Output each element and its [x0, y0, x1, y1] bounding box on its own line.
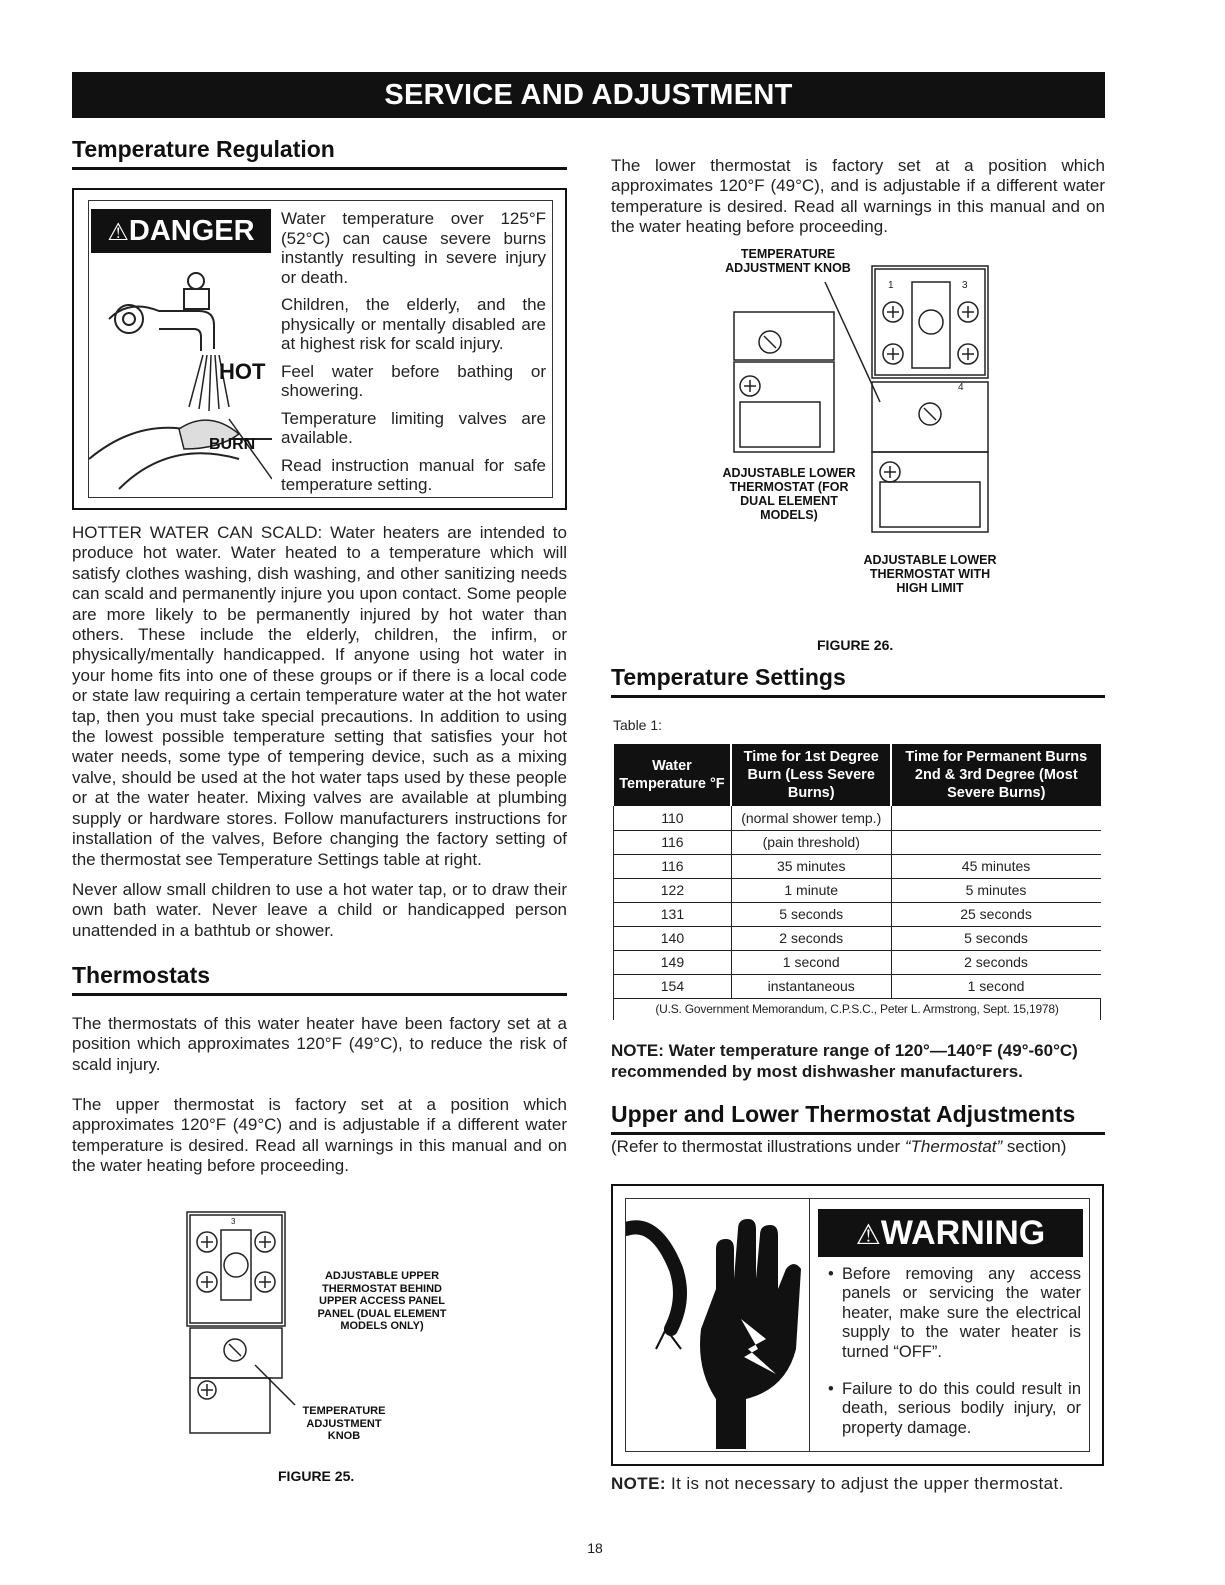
table-row: [614, 902, 1101, 926]
table-row: [614, 806, 1101, 830]
table-cell: 2 seconds: [891, 950, 1100, 974]
table-cell: 25 seconds: [891, 902, 1100, 926]
section-banner: SERVICE AND ADJUSTMENT: [72, 72, 1105, 118]
scald-paragraph-wrap: [72, 523, 567, 870]
children-paragraph: Never allow small children to use a hot water tap, or to draw their own bath water. Never leave a child or handicapped person unattended in a bathtub or shower.: [72, 880, 567, 940]
figure-25-caption: FIGURE 25.: [278, 1468, 355, 1484]
lower-paragraph: The lower thermostat is factory set at a position which approximates 120°F (49°C), and is adjustable if a different water temperature is desired. Read all warnings in this manual and on the water heating before proceeding.: [611, 156, 1105, 237]
scald-paragraph: HOTTER WATER CAN SCALD: Water heaters are intended to produce hot water. Water heated to a temperature which will satisfy clothes washing, dish washing, and other sanitizing needs can scald and permanently injure you upon contact. Some people are more likely to be permanently injured by hot water than others. These include the elderly, children, the infirm, or physically/mentally handicapped. If anyone using hot water in your home fits into one of these groups or if there is a local code or state law requiring a certain temperature water at the hot water tap, then you must take special precautions. In addition to using the lowest possible temperature setting that satisfies your hot water needs, some type of tempering device, such as a mixing valve, should be used at the hot water taps used by these people or at the water heater. Mixing valves are available at plumbing supply or hardware stores. Follow manufacturers instructions for installation of the valves, Before changing the factory setting of the thermostat see Temperature Settings table at right.: [72, 523, 567, 869]
table-source-row: [614, 998, 1101, 1020]
danger-triangle-icon: ⚠: [107, 219, 129, 246]
warning-inner: [625, 1198, 1090, 1452]
table-cell: 116: [614, 830, 732, 854]
thermostats-paragraph: The thermostats of this water heater have been factory set at a position which approximates 120°F (49°C), to reduce the risk of scald injury.: [72, 1014, 567, 1074]
danger-item: Feel water before bathing or showering.: [281, 361, 546, 400]
thermostats-heading: Thermostats: [72, 962, 567, 996]
table-cell: 45 minutes: [891, 854, 1100, 878]
warning-triangle-icon: ⚠: [855, 1219, 881, 1250]
temp-regulation-heading-wrap: [72, 136, 567, 170]
danger-item: Water temperature over 125°F (52°C) can cause severe burns instantly resulting in severe injury or death.: [281, 209, 546, 287]
adjust-heading-wrap: [611, 1101, 1105, 1135]
table-cell: 5 minutes: [891, 878, 1100, 902]
thermostats-paragraph-wrap: [72, 1014, 567, 1075]
page-number: 18: [587, 1540, 603, 1556]
table-cell: 131: [614, 902, 732, 926]
table-cell: 5 seconds: [891, 926, 1100, 950]
danger-item: Children, the elderly, and the physically or mentally disabled are at highest risk for scald injury.: [281, 295, 546, 353]
warning-label: ⚠WARNING: [818, 1209, 1083, 1257]
upper-paragraph-wrap: [72, 1095, 567, 1177]
upper-thermostat-note: NOTE: It is not necessary to adjust the upper thermostat.: [611, 1474, 1064, 1493]
table-row: [614, 854, 1101, 878]
fig26-lower-high-label: ADJUSTABLE LOWER THERMOSTAT WITH HIGH LIMIT: [863, 553, 997, 595]
table-label: Table 1:: [613, 717, 663, 733]
electric-shock-hand-icon: [626, 1199, 810, 1451]
svg-text:4: 4: [958, 382, 964, 393]
table-row: [614, 950, 1101, 974]
table-cell: instantaneous: [731, 974, 891, 998]
table-source: (U.S. Government Memorandum, C.P.S.C., Peter L. Armstrong, Sept. 15,1978): [614, 998, 1101, 1020]
table-cell: (pain threshold): [731, 830, 891, 854]
figure-26-caption: FIGURE 26.: [817, 637, 894, 653]
table-header: Water Temperature °F: [614, 744, 732, 806]
warning-item: • Failure to do this could result in death, serious bodily injury, or property damage.: [826, 1380, 1081, 1438]
temp-regulation-heading: Temperature Regulation: [72, 136, 567, 170]
table-cell: [891, 806, 1100, 830]
danger-label: ⚠DANGER: [91, 209, 271, 253]
fig25-knob-label: TEMPERATURE ADJUSTMENT KNOB: [302, 1405, 386, 1442]
dishwasher-note: NOTE: Water temperature range of 120°—140°F (49°-60°C) recommended by most dishwasher manufacturers.: [611, 1041, 1078, 1081]
danger-inner: [88, 200, 553, 498]
table-cell: 35 minutes: [731, 854, 891, 878]
table-cell: 1 second: [731, 950, 891, 974]
table-header: Time for Permanent Burns 2nd & 3rd Degree (Most Severe Burns): [891, 744, 1100, 806]
table-cell: 1 minute: [731, 878, 891, 902]
temperature-table: [613, 744, 1101, 1020]
children-paragraph-wrap: [72, 880, 567, 941]
table-cell: 5 seconds: [731, 902, 891, 926]
warning-box: [611, 1184, 1104, 1466]
temp-settings-heading: Temperature Settings: [611, 664, 1105, 698]
table-row: [614, 974, 1101, 998]
danger-item: Temperature limiting valves are available.: [281, 408, 546, 447]
adjust-reference: (Refer to thermostat illustrations under “Thermostat” section): [611, 1137, 1067, 1156]
table-cell: [891, 830, 1100, 854]
burn-art-text: BURN: [209, 436, 256, 453]
danger-box: [72, 188, 567, 510]
table-cell: 1 second: [891, 974, 1100, 998]
warning-text: [826, 1265, 1081, 1456]
hot-water-burn-illustration: [89, 259, 272, 497]
table-cell: 116: [614, 854, 732, 878]
table-header: Time for 1st Degree Burn (Less Severe Burns): [731, 744, 891, 806]
table-cell: 154: [614, 974, 732, 998]
danger-text: [281, 209, 546, 503]
table-cell: 2 seconds: [731, 926, 891, 950]
fig25-upper-label: ADJUSTABLE UPPER THERMOSTAT BEHIND UPPER ACCESS PANEL PANEL (DUAL ELEMENT MODELS ONLY): [317, 1270, 447, 1332]
upper-paragraph: The upper thermostat is factory set at a position which approximates 120°F (49°C) and is adjustable if a different water temperature is desired. Read all warnings in this manual and on the water heating before proceeding.: [72, 1095, 567, 1176]
adjust-heading: Upper and Lower Thermostat Adjustments: [611, 1101, 1105, 1135]
table-cell: 149: [614, 950, 732, 974]
svg-text:1: 1: [888, 280, 894, 291]
table-row: [614, 878, 1101, 902]
table-cell: 122: [614, 878, 732, 902]
thermostats-heading-wrap: [72, 962, 567, 996]
danger-item: Read instruction manual for safe temperature setting.: [281, 455, 546, 494]
fig26-knob-label: TEMPERATURE ADJUSTMENT KNOB: [725, 247, 851, 275]
hot-art-text: HOT: [219, 359, 266, 384]
table-row: [614, 830, 1101, 854]
faucet-hand-icon: [89, 259, 272, 497]
svg-text:3: 3: [962, 280, 968, 291]
table-cell: 140: [614, 926, 732, 950]
table-cell: 110: [614, 806, 732, 830]
table-header-row: [614, 744, 1101, 806]
temp-settings-heading-wrap: [611, 664, 1105, 698]
warning-item: • Before removing any access panels or servicing the water heater, make sure the electrical supply to the water heater is turned “OFF”.: [826, 1265, 1081, 1362]
table-row: [614, 926, 1101, 950]
table-cell: (normal shower temp.): [731, 806, 891, 830]
electric-shock-illustration: [626, 1199, 810, 1451]
svg-text:3: 3: [231, 1217, 236, 1226]
lower-paragraph-wrap: [611, 156, 1105, 238]
upper-thermostat-diagram: [185, 1210, 305, 1440]
fig26-lower-dual-label: ADJUSTABLE LOWER THERMOSTAT (FOR DUAL ELEMENT MODELS): [722, 466, 856, 522]
